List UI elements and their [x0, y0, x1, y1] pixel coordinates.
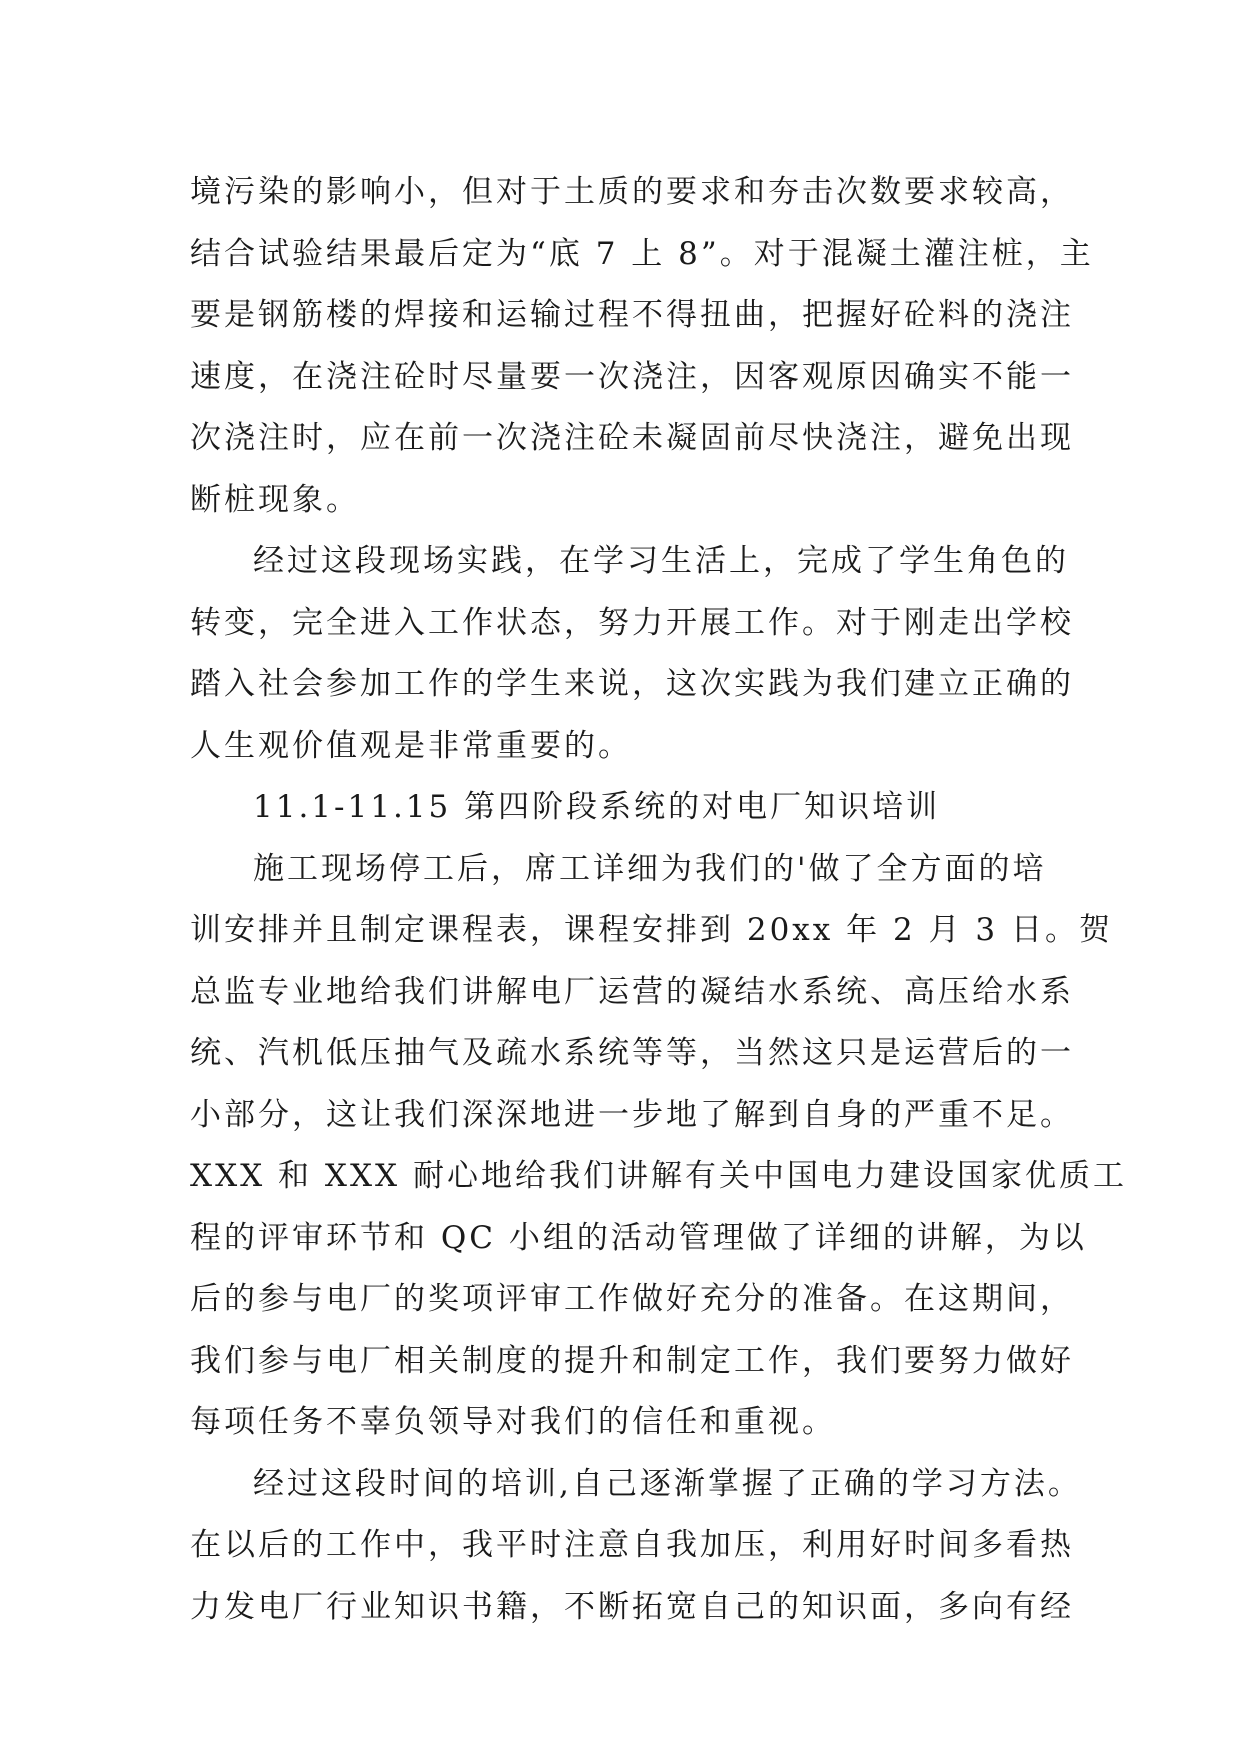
text-line: 境污染的影响小，但对于土质的要求和夯击次数要求较高， [190, 174, 1074, 210]
text-line: 转变，完全进入工作状态，努力开展工作。对于刚走出学校 [190, 604, 1074, 641]
text-line: 我们参与电厂相关制度的提升和制定工作，我们要努力做好 [190, 1342, 1074, 1379]
paragraph-first-line: 经过这段时间的培训,自己逐渐掌握了正确的学习方法。 [253, 1465, 1082, 1502]
text-line: 训安排并且制定课程表，课程安排到 20xx 年 2 月 3 日。贺 [190, 912, 1113, 948]
text-line: 要是钢筋楼的焊接和运输过程不得扭曲，把握好砼料的浇注 [190, 297, 1074, 333]
text-line: 总监专业地给我们讲解电厂运营的凝结水系统、高压给水系 [190, 973, 1074, 1010]
text-line: 每项任务不辜负领导对我们的信任和重视。 [190, 1404, 836, 1440]
section-heading: 11.1-11.15 第四阶段系统的对电厂知识培训 [253, 789, 941, 825]
text-line: 统、汽机低压抽气及疏水系统等等，当然这只是运营后的一 [190, 1035, 1074, 1071]
text-line: XXX 和 XXX 耐心地给我们讲解有关中国电力建设国家优质工 [190, 1158, 1127, 1194]
text-line: 后的参与电厂的奖项评审工作做好充分的准备。在这期间， [190, 1281, 1074, 1317]
paragraph-first-line: 施工现场停工后，席工详细为我们的'做了全方面的培 [253, 850, 1047, 887]
text-line: 踏入社会参加工作的学生来说，这次实践为我们建立正确的 [190, 666, 1074, 702]
text-line: 在以后的工作中，我平时注意自我加压，利用好时间多看热 [190, 1527, 1074, 1563]
paragraph-first-line: 经过这段现场实践，在学习生活上，完成了学生角色的 [253, 543, 1069, 579]
text-line: 次浇注时，应在前一次浇注砼未凝固前尽快浇注，避免出现 [190, 420, 1074, 456]
text-line: 结合试验结果最后定为“底 7 上 8”。对于混凝土灌注桩，主 [190, 235, 1094, 272]
text-line: 小部分，这让我们深深地进一步地了解到自身的严重不足。 [190, 1096, 1074, 1133]
text-line: 程的评审环节和 QC 小组的活动管理做了详细的讲解，为以 [190, 1219, 1087, 1256]
document-body [190, 162, 1127, 1638]
text-line: 力发电厂行业知识书籍，不断拓宽自己的知识面，多向有经 [190, 1588, 1074, 1625]
text-line: 人生观价值观是非常重要的。 [190, 727, 632, 764]
text-line: 断桩现象。 [190, 481, 360, 518]
text-line: 速度，在浇注砼时尽量要一次浇注，因客观原因确实不能一 [190, 358, 1074, 395]
